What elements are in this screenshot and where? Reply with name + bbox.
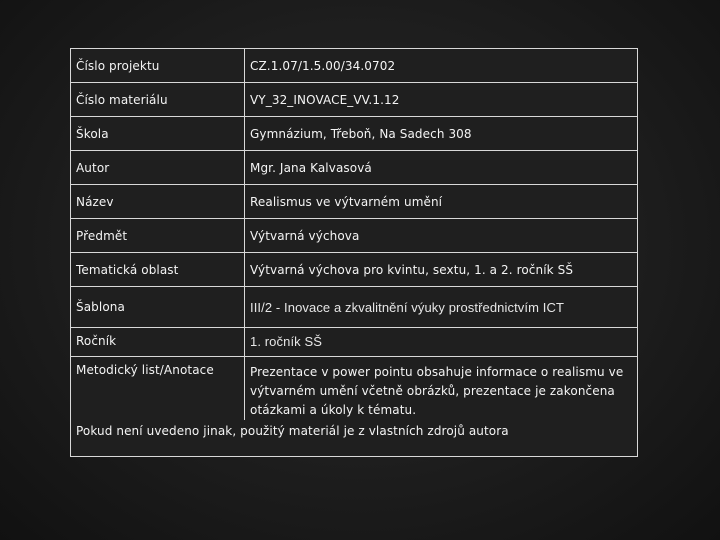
table-row <box>71 117 638 151</box>
row-value: III/2 - Inovace a zkvalitnění výuky prostřednictvím ICT <box>245 287 638 328</box>
table-row <box>71 253 638 287</box>
table-row <box>71 49 638 83</box>
row-label: Šablona <box>71 287 245 328</box>
table-row <box>71 219 638 253</box>
metadata-table <box>70 48 638 457</box>
row-label: Metodický list/Anotace <box>71 357 245 421</box>
row-value: Výtvarná výchova pro kvintu, sextu, 1. a 2. ročník SŠ <box>245 253 638 287</box>
row-value: Gymnázium, Třeboň, Na Sadech 308 <box>245 117 638 151</box>
table-row <box>71 83 638 117</box>
row-label: Autor <box>71 151 245 185</box>
footer-note: Pokud není uvedeno jinak, použitý materiál je z vlastních zdrojů autora <box>71 420 638 457</box>
row-value: Realismus ve výtvarném umění <box>245 185 638 219</box>
row-label: Tematická oblast <box>71 253 245 287</box>
table-row <box>71 328 638 357</box>
row-label: Název <box>71 185 245 219</box>
row-label: Číslo materiálu <box>71 83 245 117</box>
row-value: 1. ročník SŠ <box>245 328 638 357</box>
row-label: Předmět <box>71 219 245 253</box>
table-row <box>71 151 638 185</box>
row-value: Prezentace v power pointu obsahuje informace o realismu ve výtvarném umění včetně obrázků, prezentace je zakončena otázkami a úkoly k tématu. <box>245 357 638 421</box>
row-value: Mgr. Jana Kalvasová <box>245 151 638 185</box>
row-label: Škola <box>71 117 245 151</box>
row-label: Ročník <box>71 328 245 357</box>
table-row <box>71 357 638 421</box>
row-value: Výtvarná výchova <box>245 219 638 253</box>
row-value: VY_32_INOVACE_VV.1.12 <box>245 83 638 117</box>
table-footer-row <box>71 420 638 457</box>
row-value: CZ.1.07/1.5.00/34.0702 <box>245 49 638 83</box>
table-row <box>71 287 638 328</box>
table-row <box>71 185 638 219</box>
row-label: Číslo projektu <box>71 49 245 83</box>
